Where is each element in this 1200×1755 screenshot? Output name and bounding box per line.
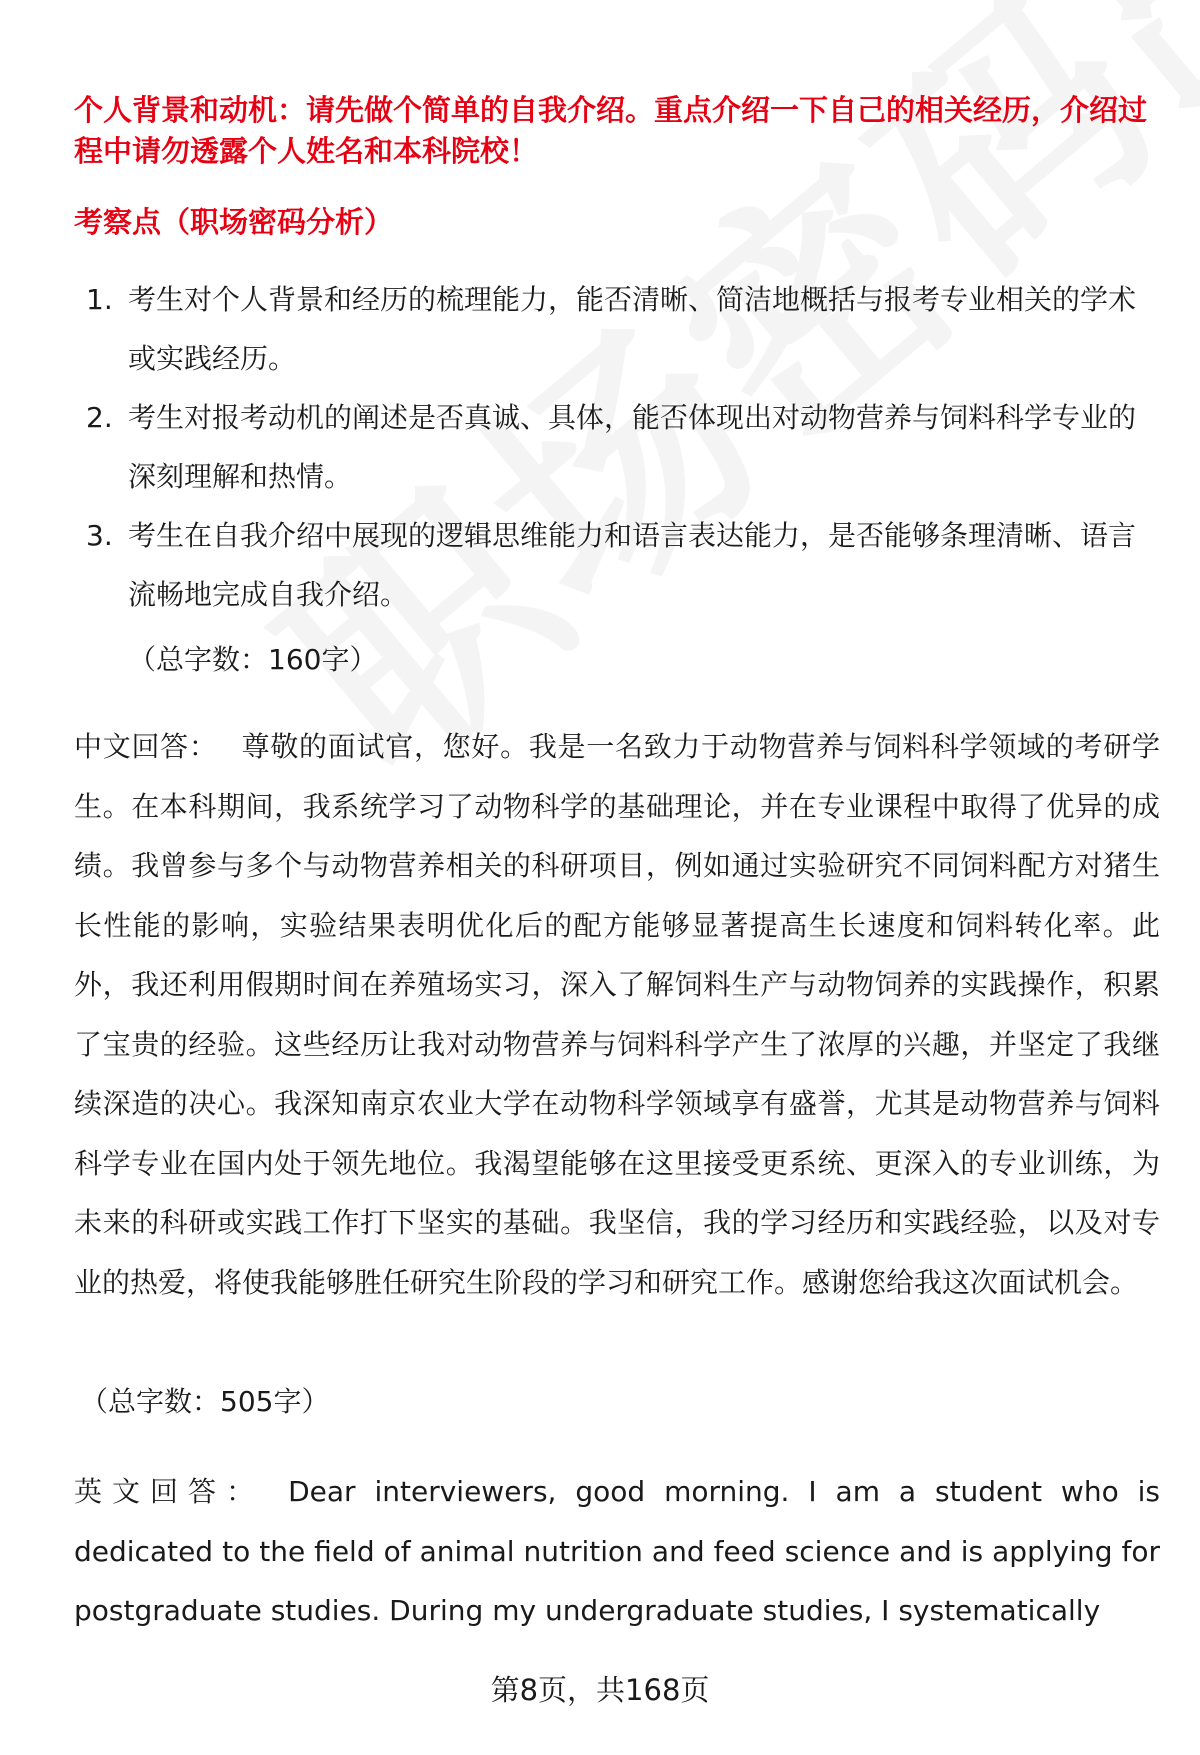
- chinese-answer: [74, 717, 1160, 1312]
- key-points-heading: 考察点（职场密码分析）: [74, 205, 394, 239]
- chinese-answer-label: 中文回答：: [74, 730, 218, 763]
- list-item-text: 考生对个人背景和经历的梳理能力，能否清晰、简洁地概括与报考专业相关的学术或实践经历。: [128, 283, 1137, 375]
- list-item-number: 1.: [86, 283, 113, 316]
- chinese-answer-text: 尊敬的面试官，您好。我是一名致力于动物营养与饲料科学领域的考研学生。在本科期间，我系统学习了动物科学的基础理论，并在专业课程中取得了优异的成绩。我曾参与多个与动物营养相关的科研项目，例如通过实验研究不同饲料配方对猪生长性能的影响，实验结果表明优化后的配方能够显著提高生长速度和饲料转化率。此外，我还利用假期时间在养殖场实习，深入了解饲料生产与动物饲养的实践操作，积累了宝贵的经验。这些经历让我对动物营养与饲料科学产生了浓厚的兴趣，并坚定了我继续深造的决心。我深知南京农业大学在动物科学领域享有盛誉，尤其是动物营养与饲料科学专业在国内处于领先地位。我渴望能够在这里接受更系统、更深入的专业训练，为未来的科研或实践工作打下坚实的基础。我坚信，我的学习经历和实践经验，以及对专业的热爱，将使我能够胜任研究生阶段的学习和研究工作。感谢您给我这次面试机会。: [74, 730, 1160, 1299]
- list-item: [74, 506, 1154, 624]
- key-points-word-count: （总字数：160字）: [128, 643, 378, 676]
- question-heading: 个人背景和动机：请先做个简单的自我介绍。重点介绍一下自己的相关经历，介绍过程中请勿透露个人姓名和本科院校！: [74, 93, 1148, 168]
- page-number: 第8页，共168页: [490, 1673, 710, 1707]
- list-item-text: 考生在自我介绍中展现的逻辑思维能力和语言表达能力，是否能够条理清晰、语言流畅地完成自我介绍。: [128, 519, 1137, 611]
- list-item-number: 2.: [86, 401, 113, 434]
- english-answer: [74, 1462, 1160, 1641]
- english-answer-label: 英文回答：: [74, 1475, 265, 1508]
- list-item-text: 考生对报考动机的阐述是否真诚、具体，能否体现出对动物营养与饲料科学专业的深刻理解和热情。: [128, 401, 1137, 493]
- list-item-number: 3.: [86, 519, 113, 552]
- key-points-list: [74, 270, 1154, 624]
- english-answer-text: Dear interviewers, good morning. I am a student who is dedicated to the field of animal nutrition and feed science and is applying for postgraduate studies. During my undergraduate studies, I systematically: [74, 1475, 1160, 1627]
- list-item: [74, 270, 1154, 388]
- chinese-answer-word-count: （总字数：505字）: [80, 1385, 330, 1418]
- list-item: [74, 388, 1154, 506]
